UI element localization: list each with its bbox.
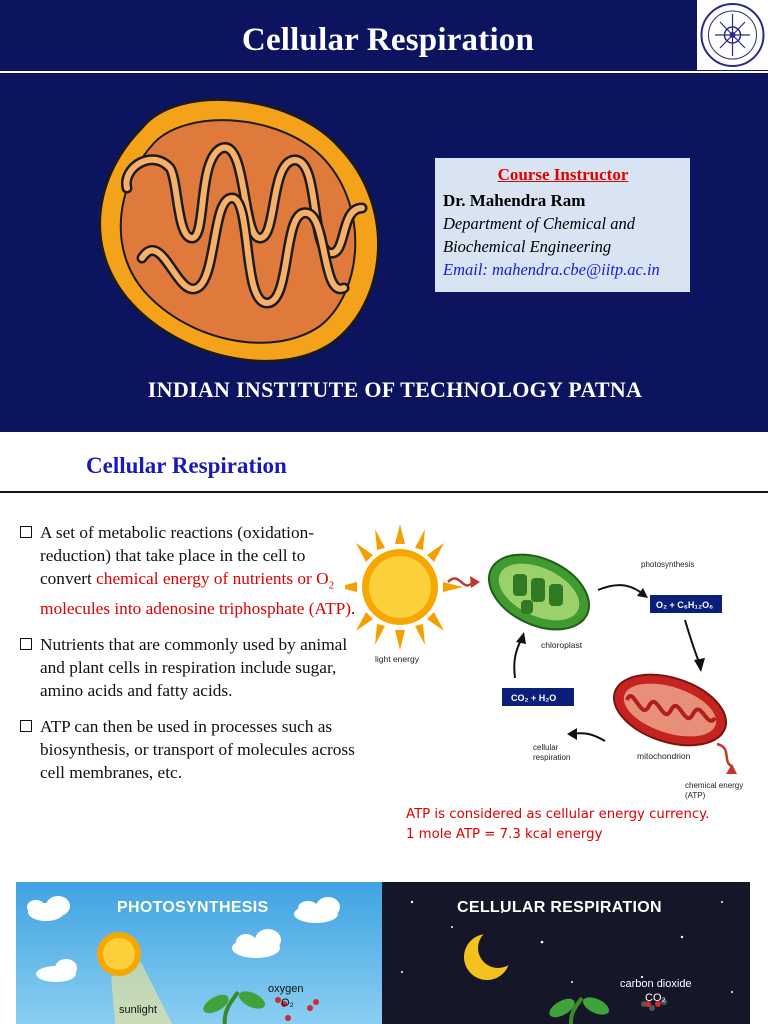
cloud-icon [294, 897, 340, 923]
bullet-text: . [351, 599, 356, 619]
chemical-energy-label: chemical energy [685, 781, 744, 790]
moon-icon [464, 928, 518, 980]
o2-label: O₂ [281, 997, 294, 1009]
co2-label: CO₂ [645, 992, 666, 1004]
sun-icon [345, 524, 463, 650]
oxygen-label: oxygen [268, 983, 304, 995]
atp-note-line1: ATP is considered as cellular energy currency. [406, 807, 710, 822]
mitochondrion-icon [605, 662, 735, 759]
arrow-icon [598, 585, 643, 594]
cellular-respiration-panel [382, 882, 750, 1024]
light-energy-label: light energy [375, 654, 419, 664]
cloud-icon [27, 896, 70, 921]
instructor-email[interactable]: Email: mahendra.cbe@iitp.ac.in [443, 260, 660, 279]
institute-logo [697, 0, 768, 70]
chloroplast-label: chloroplast [541, 640, 583, 650]
energy-arrow-icon [717, 744, 733, 767]
bullet-list [18, 521, 358, 797]
bullet-highlight: chemical energy of nutrients or O [96, 569, 329, 588]
arrow-icon [573, 733, 605, 741]
atp-note-line2: 1 mole ATP = 7.3 kcal energy [406, 827, 603, 842]
atp-note [406, 805, 709, 845]
course-instructor-box [435, 158, 690, 292]
chloroplast-icon [477, 540, 601, 645]
instructor-department-line1: Department of Chemical and [443, 214, 636, 233]
bullet-text: ATP can then be used in processes such as biosynthesis, or transport of molecules across cell membranes, etc. [40, 717, 355, 783]
content-title-divider [0, 491, 768, 493]
title-divider [0, 71, 768, 73]
cellular-label: cellular [533, 743, 559, 752]
leaf-icon [236, 988, 267, 1013]
arrow-icon [685, 620, 699, 662]
bullet-item [18, 521, 358, 620]
bullet-highlight-subscript: 2 [328, 579, 335, 592]
sun-icon [97, 932, 141, 976]
mitochondrion-illustration [82, 88, 390, 364]
content-slide-title: Cellular Respiration [86, 453, 287, 478]
photosynthesis-title: PHOTOSYNTHESIS [117, 899, 269, 916]
photosynthesis-label: photosynthesis [641, 560, 695, 569]
bullet-item [18, 633, 358, 702]
photosynthesis-respiration-image [16, 882, 750, 1024]
instructor-name: Dr. Mahendra Ram [443, 191, 586, 210]
bullet-text: Nutrients that are commonly used by animal and plant cells in respiration include sugar, amino acids and fatty acids. [40, 635, 348, 701]
energy-cycle-diagram [345, 512, 765, 832]
respiration-label: respiration [533, 753, 571, 762]
slide-title: Cellular Respiration [241, 22, 535, 58]
content-slide [0, 432, 768, 1024]
formula-top: O₂ + C₆H₁₂O₆ [656, 600, 714, 610]
cellular-respiration-title: CELLULAR RESPIRATION [457, 899, 662, 916]
mitochondrion-label: mitochondrion [637, 751, 691, 761]
photosynthesis-panel [16, 882, 382, 1024]
formula-bottom: CO₂ + H₂O [511, 693, 557, 703]
instructor-department-line2: Biochemical Engineering [443, 237, 612, 256]
bullet-text: A set of metabolic reactions (oxidation-reduction) that take place in the cell to convert [40, 523, 315, 588]
atp-label: (ATP) [685, 791, 706, 800]
cloud-icon [36, 959, 77, 982]
checkbox-bullet-icon [20, 638, 32, 650]
bullet-highlight: molecules into adenosine triphosphate (ATP) [40, 599, 351, 619]
bullet-item [18, 715, 358, 784]
checkbox-bullet-icon [20, 526, 32, 538]
checkbox-bullet-icon [20, 720, 32, 732]
title-bar [0, 0, 768, 72]
institute-name: INDIAN INSTITUTE OF TECHNOLOGY PATNA [147, 377, 643, 402]
arrow-icon [514, 640, 521, 678]
sunlight-label: sunlight [119, 1004, 157, 1016]
carbon-dioxide-label: carbon dioxide [620, 978, 692, 990]
leaf-icon [580, 994, 611, 1019]
cloud-icon [232, 929, 281, 958]
title-slide [0, 0, 768, 432]
instructor-heading: Course Instructor [497, 165, 629, 184]
